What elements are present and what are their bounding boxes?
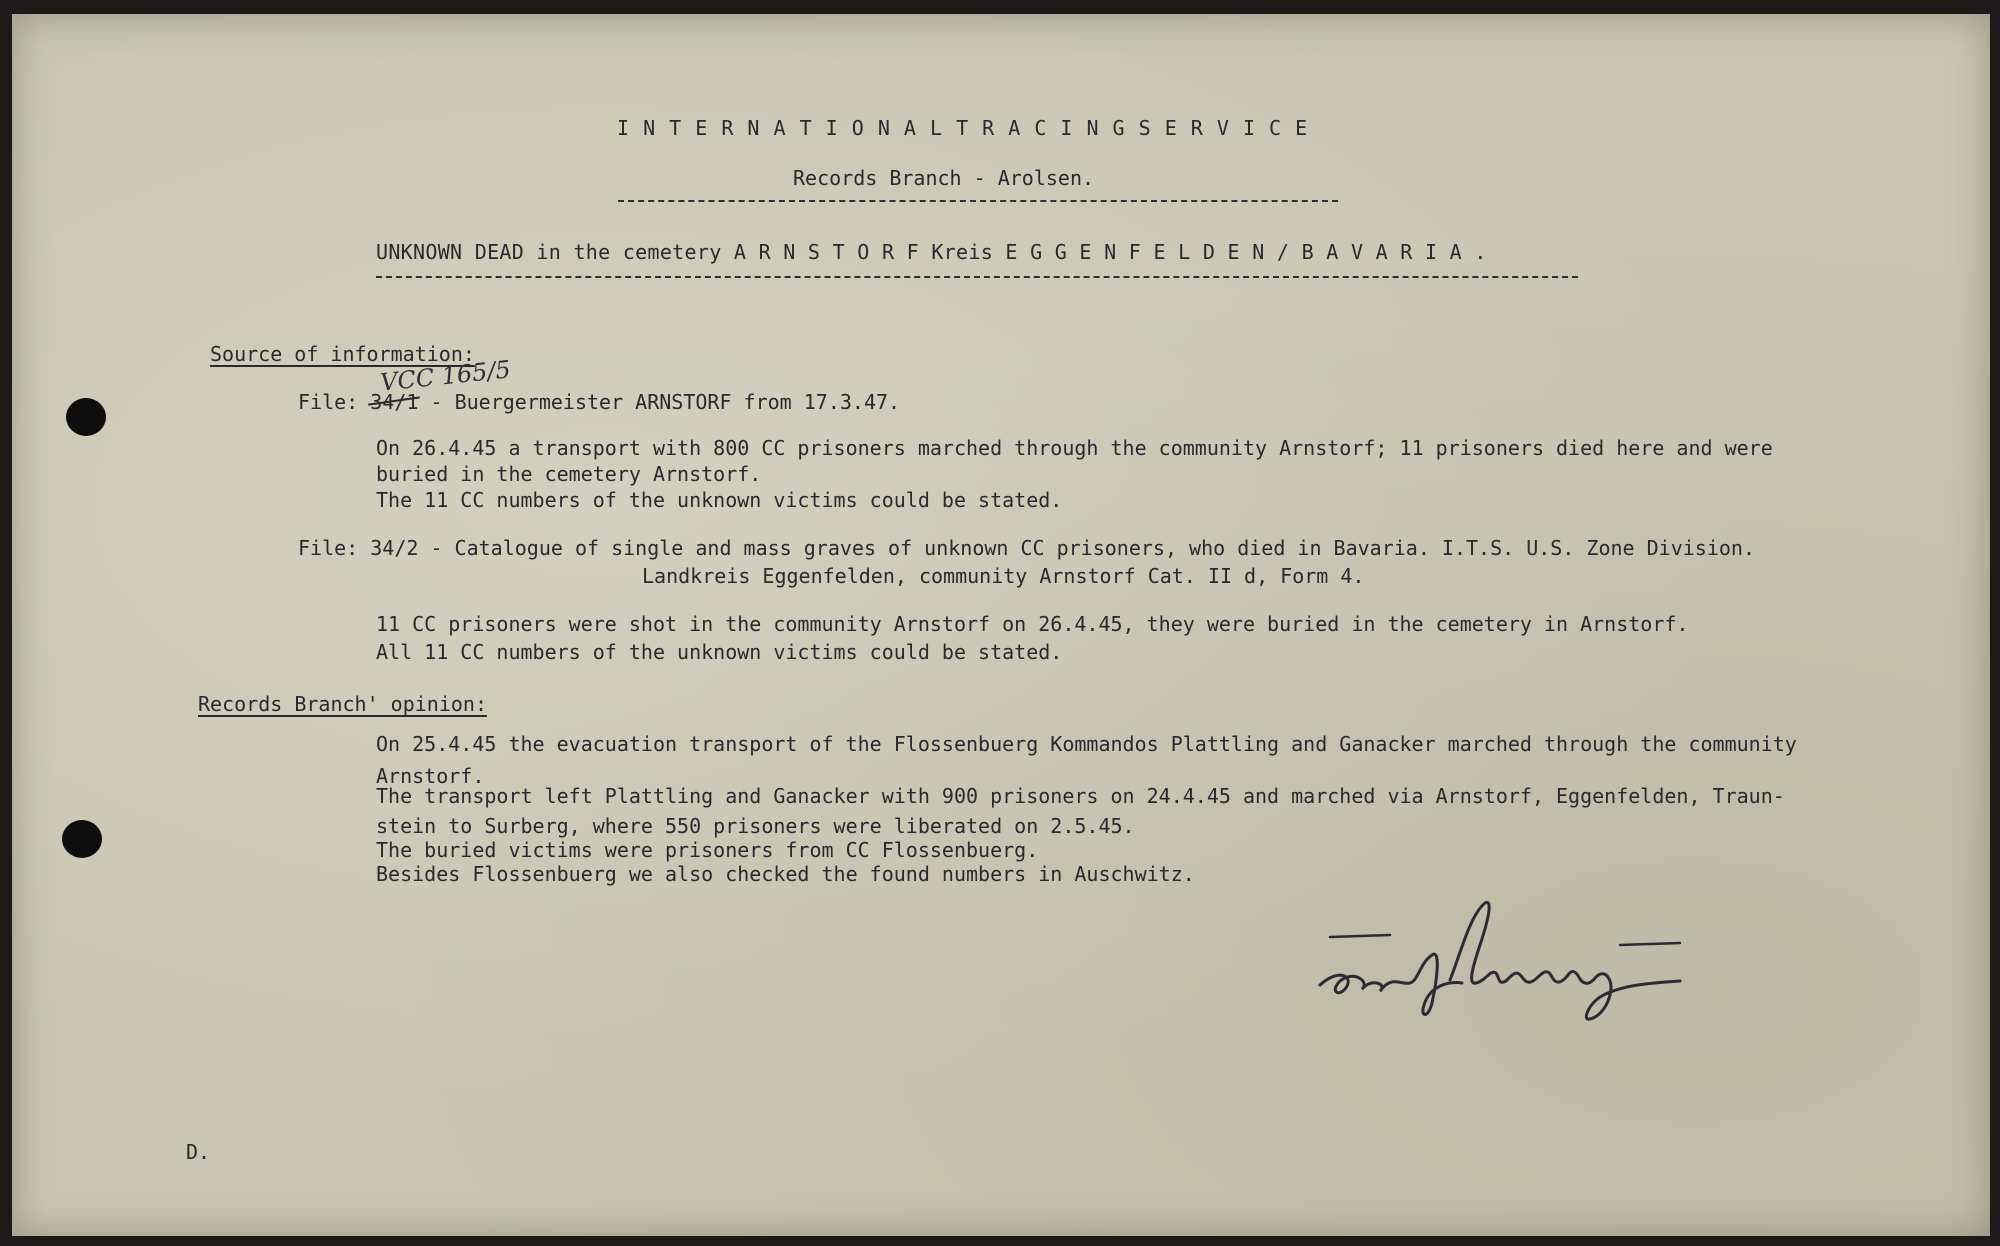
footer-mark: D. (186, 1140, 211, 1164)
subject-line: UNKNOWN DEAD in the cemetery A R N S T O R F Kreis E G G E N F E L D E N / B A V A R I A . (376, 240, 1487, 264)
file1-line-2: buried in the cemetery Arnstorf. (376, 462, 762, 486)
header-title: I N T E R N A T I O N A L T R A C I N G S E R V I C E (617, 116, 1309, 140)
signature (1300, 885, 1740, 1035)
header-branch: Records Branch - Arolsen. (793, 166, 1095, 190)
file1-struck-number: 34/1 (370, 390, 419, 414)
punch-hole-bottom (62, 820, 102, 858)
opinion-line-1: On 25.4.45 the evacuation transport of the Flossenbuerg Kommandos Plattling and Ganacker marched through the community (376, 732, 1797, 756)
opinion-heading: Records Branch' opinion: (198, 692, 487, 716)
file2-line (298, 536, 1755, 560)
opinion-line-3: The transport left Plattling and Ganacker with 900 prisoners on 24.4.45 and marched via Arnstorf, Eggenfelden, Traun- (376, 784, 1785, 808)
file1-text: - Buergermeister ARNSTORF from 17.3.47. (430, 390, 901, 414)
file1-line-1: On 26.4.45 a transport with 800 CC prisoners marched through the community Arnstorf; 11 prisoners died here and were (376, 436, 1773, 460)
file2-line-2: All 11 CC numbers of the unknown victims could be stated. (376, 640, 1063, 664)
opinion-line-4: stein to Surberg, where 550 prisoners were liberated on 2.5.45. (376, 814, 1135, 838)
file2-line-cont: Landkreis Eggenfelden, community Arnstorf Cat. II d, Form 4. (642, 564, 1365, 588)
opinion-line-2: Arnstorf. (376, 764, 485, 788)
opinion-line-5: The buried victims were prisoners from CC Flossenbuerg. (376, 838, 1039, 862)
file2-line-1: 11 CC prisoners were shot in the community Arnstorf on 26.4.45, they were buried in the cemetery in Arnstorf. (376, 612, 1689, 636)
file1-line (298, 390, 900, 414)
file2-text: 34/2 - Catalogue of single and mass graves of unknown CC prisoners, who died in Bavaria. I.T.S. U.S. Zone Division. (370, 536, 1755, 560)
header-divider (618, 200, 1338, 202)
file2-label: File: (298, 536, 359, 560)
file1-line-3: The 11 CC numbers of the unknown victims could be stated. (376, 488, 1063, 512)
opinion-line-6: Besides Flossenbuerg we also checked the found numbers in Auschwitz. (376, 862, 1195, 886)
source-heading: Source of information: (210, 342, 475, 366)
punch-hole-top (66, 398, 106, 436)
file1-label: File: (298, 390, 359, 414)
handwritten-file-note: VCC 165/5 (378, 355, 512, 397)
subject-divider (376, 276, 1578, 278)
